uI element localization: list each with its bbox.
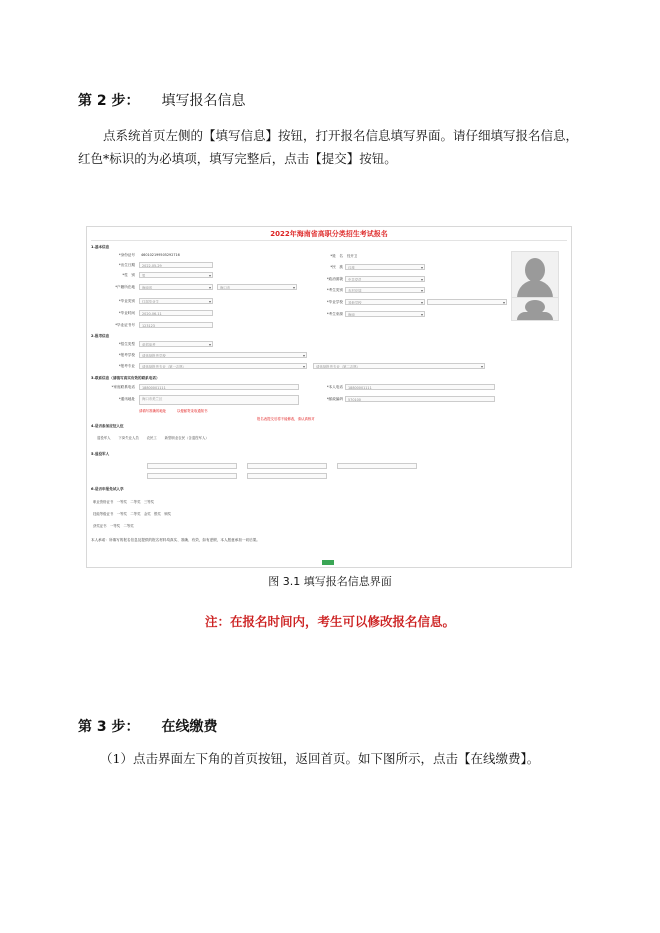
label-name: *姓 名 xyxy=(330,254,343,258)
source-select[interactable]: 海南 ▾ xyxy=(345,311,425,317)
job-row xyxy=(93,523,134,528)
grade-option[interactable]: 金奖 xyxy=(143,512,151,516)
grade-option[interactable]: 二等奖 xyxy=(130,512,141,516)
label-address: *通讯地址 xyxy=(118,397,135,401)
address-input[interactable]: 海口市美兰区 xyxy=(139,395,299,405)
province-select[interactable]: 海南省 ▾ xyxy=(139,284,213,290)
enlist-option[interactable]: 下岗失业人员 xyxy=(118,436,139,440)
diploma-input[interactable]: 123123 xyxy=(139,322,213,328)
label-apply-major: *报考专业 xyxy=(118,364,135,368)
section-apply: 2.报考信息 xyxy=(91,334,110,338)
label-gender: *性 别 xyxy=(122,273,135,277)
section-enlist: 4.是否参加应征入伍 xyxy=(91,424,124,428)
birth-date-input[interactable]: 2022-05-29 xyxy=(139,262,213,268)
veteran-field-1[interactable] xyxy=(147,463,237,469)
graduate-time-input[interactable]: 2020-06-11 xyxy=(139,310,213,316)
label-graduate-time: *毕业时间 xyxy=(118,311,135,315)
section-basic: 1.基本信息 xyxy=(91,245,110,249)
step3-title: 在线缴费 xyxy=(161,719,218,735)
name-value: 经开卫 xyxy=(347,254,358,258)
step2-heading xyxy=(78,90,246,110)
section-contact: 3.联系信息（请填写真实有效的联系电话） xyxy=(91,376,160,380)
job-row xyxy=(93,499,154,504)
school-detail-select[interactable] xyxy=(427,299,507,305)
id-number-value: 460102199505292716 xyxy=(141,253,180,257)
photo-placeholder-2[interactable] xyxy=(511,297,559,321)
figure-caption: 图 3.1 填写报名信息界面 xyxy=(268,575,392,588)
label-school: *毕业学校 xyxy=(326,300,343,304)
label-apply-school: *报考学校 xyxy=(118,353,135,357)
apply-major-1-select[interactable]: 请选择报考专业（第一志愿） ▾ xyxy=(139,363,307,369)
job-row-label: 获奖证书 xyxy=(93,524,107,528)
veteran-field-3[interactable] xyxy=(337,463,417,469)
apply-school-select[interactable]: 请选择报考学校 ▾ xyxy=(139,352,307,358)
label-mobile: *本人电话 xyxy=(326,385,343,389)
label-diploma: *毕业证书号 xyxy=(115,323,135,327)
label-birth-date: *出生日期 xyxy=(118,263,135,267)
label-ethnicity: *民 族 xyxy=(330,265,343,269)
consent-text: 本人承诺：所填写的报名信息及提供的报名材料均真实、准确、有效，如有虚假，本人愿意承担一切后果。 xyxy=(91,538,260,542)
label-candidate-type: *考生类别 xyxy=(326,288,343,292)
step3-heading xyxy=(78,716,218,736)
postcode-input[interactable]: 570100 xyxy=(345,396,495,402)
edit-note: 注：在报名时间内，考生可以修改报名信息。 xyxy=(204,614,455,629)
address-note-2: 以便邮寄录取通知书 xyxy=(177,409,208,413)
politics-select[interactable]: 中共党员 ▾ xyxy=(345,276,425,282)
label-graduate-type: *毕业类别 xyxy=(118,299,135,303)
veteran-field-2[interactable] xyxy=(247,463,327,469)
label-home-phone: *家庭联系电话 xyxy=(111,385,135,389)
label-politics: *政治面貌 xyxy=(326,277,343,281)
grade-option[interactable]: 二等奖 xyxy=(123,524,134,528)
step3-instructions: （1）点击界面左下角的首页按钮，返回首页。如下图所示，点击【在线缴费】。 xyxy=(100,751,540,766)
grade-option[interactable]: 三等奖 xyxy=(143,500,155,504)
step2-instructions: 点系统首页左侧的【填写信息】按钮，打开报名信息填写界面。请仔细填写报名信息，红色*标识的为必填项，填写完整后，点击【提交】按钮。 xyxy=(78,128,579,166)
submit-button[interactable] xyxy=(322,560,334,565)
step2-number: 第 2 步： xyxy=(78,93,140,109)
enlist-option[interactable]: 退役军人 xyxy=(97,436,111,440)
grade-option[interactable]: 银奖 xyxy=(154,512,161,516)
step2-title: 填写报名信息 xyxy=(161,93,246,109)
section-veteran: 5.退役军人 xyxy=(91,452,110,456)
veteran-field-4[interactable] xyxy=(147,473,237,479)
address-note: 请填写准确的地址 xyxy=(139,409,167,413)
veteran-field-5[interactable] xyxy=(247,473,327,479)
home-phone-input[interactable]: 18800001111 xyxy=(139,384,299,390)
candidate-type-select[interactable]: 农村应届 ▾ xyxy=(345,287,425,293)
grade-option[interactable]: 一等奖 xyxy=(116,512,127,516)
enlist-option[interactable]: 农民工 xyxy=(146,436,157,440)
form-title: 2022年海南省高职分类招生考试报名 xyxy=(270,230,388,238)
apply-major-2-select[interactable]: 请选择报考专业（第二志愿） ▾ xyxy=(313,363,485,369)
admission-type-select[interactable]: 单招单考 ▾ xyxy=(139,341,213,347)
ethnicity-select[interactable]: 汉族 ▾ xyxy=(345,264,425,270)
gender-select[interactable]: 男 ▾ xyxy=(139,272,213,278)
grade-option[interactable]: 铜奖 xyxy=(164,512,171,516)
label-id-number: *身份证号 xyxy=(118,253,135,257)
graduate-type-select[interactable]: 往届毕业生 ▾ xyxy=(139,298,213,304)
grade-option[interactable]: 二等奖 xyxy=(130,500,141,504)
enlist-options xyxy=(97,435,209,440)
grade-option[interactable]: 一等奖 xyxy=(116,500,127,504)
city-select[interactable]: 海口市 ▾ xyxy=(217,284,297,290)
job-row xyxy=(93,511,171,516)
mobile-input[interactable]: 18800001111 xyxy=(345,384,495,390)
photo-placeholder-1[interactable] xyxy=(511,251,559,299)
label-household: *户籍所在地 xyxy=(115,285,135,289)
registration-form-screenshot xyxy=(86,226,572,568)
label-postcode: *邮政编码 xyxy=(326,397,343,401)
job-row-label: 职业资格证书 xyxy=(93,500,114,504)
job-row-label: 技能等级证书 xyxy=(93,512,114,516)
school-select[interactable]: 其他学校 ▾ xyxy=(345,299,425,305)
label-source: *考生来源 xyxy=(326,312,343,316)
grade-option[interactable]: 一等奖 xyxy=(109,524,121,528)
label-admission-type: *招生类型 xyxy=(118,342,135,346)
step3-number: 第 3 步： xyxy=(78,719,140,735)
submit-warning: 报名表提交后将不能修改，请认真核对 xyxy=(257,417,315,421)
enlist-option[interactable]: 新型职业农民（含退役军人） xyxy=(164,436,209,440)
section-job: 6.是否申报免试入学 xyxy=(91,487,124,491)
form-title-divider xyxy=(91,240,567,241)
